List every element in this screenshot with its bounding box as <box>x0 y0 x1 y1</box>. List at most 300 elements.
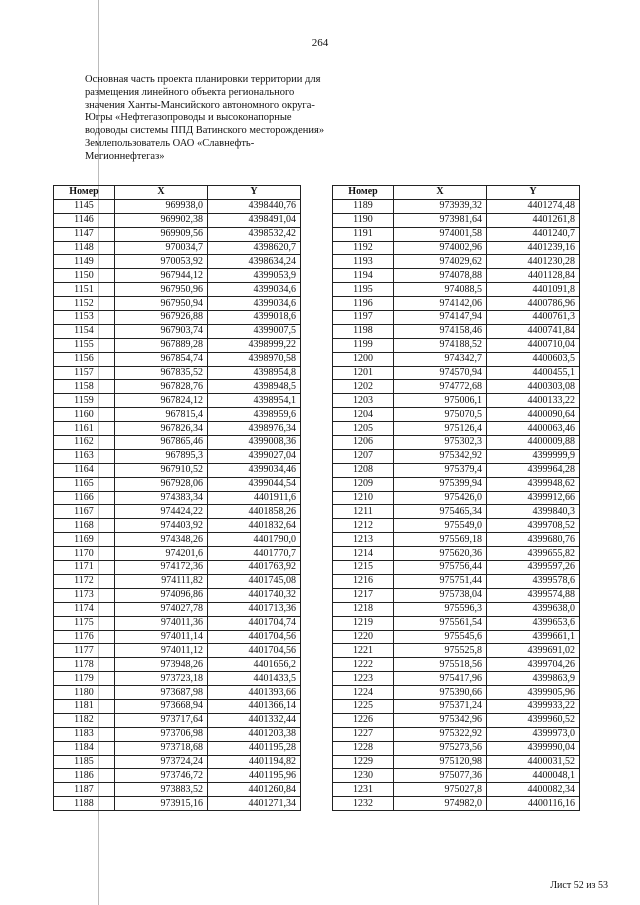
x-coordinate: 974172,36 <box>115 561 208 575</box>
table-row <box>54 199 301 213</box>
table-row <box>333 324 580 338</box>
y-coordinate: 4399999,9 <box>487 449 580 463</box>
y-coordinate: 4401195,96 <box>208 769 301 783</box>
x-coordinate: 975077,36 <box>394 769 487 783</box>
x-coordinate: 974111,82 <box>115 574 208 588</box>
y-coordinate: 4400710,04 <box>487 338 580 352</box>
x-coordinate: 975273,56 <box>394 741 487 755</box>
x-coordinate: 967889,28 <box>115 338 208 352</box>
table-row <box>54 547 301 561</box>
x-coordinate: 975322,92 <box>394 727 487 741</box>
x-coordinate: 975006,1 <box>394 394 487 408</box>
y-coordinate: 4399018,6 <box>208 311 301 325</box>
table-row <box>54 797 301 811</box>
x-coordinate: 974001,58 <box>394 227 487 241</box>
point-number: 1227 <box>333 727 394 741</box>
point-number: 1196 <box>333 297 394 311</box>
x-coordinate: 973718,68 <box>115 741 208 755</box>
table-row <box>54 380 301 394</box>
point-number: 1160 <box>54 408 115 422</box>
point-number: 1179 <box>54 672 115 686</box>
x-coordinate: 974011,36 <box>115 616 208 630</box>
y-coordinate: 4400048,1 <box>487 769 580 783</box>
y-coordinate: 4401790,0 <box>208 533 301 547</box>
x-coordinate: 975120,98 <box>394 755 487 769</box>
table-row <box>333 241 580 255</box>
point-number: 1230 <box>333 769 394 783</box>
y-coordinate: 4401366,14 <box>208 699 301 713</box>
point-number: 1188 <box>54 797 115 811</box>
table-row <box>54 324 301 338</box>
x-coordinate: 973746,72 <box>115 769 208 783</box>
table-row <box>54 366 301 380</box>
point-number: 1153 <box>54 311 115 325</box>
point-number: 1209 <box>333 477 394 491</box>
table-row <box>333 297 580 311</box>
point-number: 1207 <box>333 449 394 463</box>
x-coordinate: 974027,78 <box>115 602 208 616</box>
table-row <box>333 658 580 672</box>
y-coordinate: 4400090,64 <box>487 408 580 422</box>
point-number: 1212 <box>333 519 394 533</box>
point-number: 1186 <box>54 769 115 783</box>
table-row <box>54 602 301 616</box>
point-number: 1217 <box>333 588 394 602</box>
table-row <box>333 672 580 686</box>
y-coordinate: 4398954,8 <box>208 366 301 380</box>
x-coordinate: 975126,4 <box>394 422 487 436</box>
y-coordinate: 4398634,24 <box>208 255 301 269</box>
x-coordinate: 973687,98 <box>115 686 208 700</box>
point-number: 1215 <box>333 561 394 575</box>
y-coordinate: 4400063,46 <box>487 422 580 436</box>
y-coordinate: 4401704,56 <box>208 644 301 658</box>
y-coordinate: 4399008,36 <box>208 436 301 450</box>
table-row <box>54 505 301 519</box>
point-number: 1228 <box>333 741 394 755</box>
x-coordinate: 974348,26 <box>115 533 208 547</box>
table-row <box>333 436 580 450</box>
y-coordinate: 4401239,16 <box>487 241 580 255</box>
table-row <box>333 449 580 463</box>
y-coordinate: 4401240,7 <box>487 227 580 241</box>
table-row <box>333 352 580 366</box>
point-number: 1216 <box>333 574 394 588</box>
y-coordinate: 4401704,74 <box>208 616 301 630</box>
y-coordinate: 4399863,9 <box>487 672 580 686</box>
x-coordinate: 967815,4 <box>115 408 208 422</box>
header-x: X <box>394 186 487 200</box>
y-coordinate: 4400082,34 <box>487 783 580 797</box>
point-number: 1203 <box>333 394 394 408</box>
table-row <box>333 255 580 269</box>
y-coordinate: 4401393,66 <box>208 686 301 700</box>
point-number: 1201 <box>333 366 394 380</box>
y-coordinate: 4401261,8 <box>487 213 580 227</box>
y-coordinate: 4399007,5 <box>208 324 301 338</box>
point-number: 1155 <box>54 338 115 352</box>
x-coordinate: 975379,4 <box>394 463 487 477</box>
y-coordinate: 4399574,88 <box>487 588 580 602</box>
point-number: 1147 <box>54 227 115 241</box>
x-coordinate: 974011,14 <box>115 630 208 644</box>
point-number: 1204 <box>333 408 394 422</box>
x-coordinate: 967828,76 <box>115 380 208 394</box>
x-coordinate: 975342,92 <box>394 449 487 463</box>
y-coordinate: 4398440,76 <box>208 199 301 213</box>
y-coordinate: 4399912,66 <box>487 491 580 505</box>
y-coordinate: 4401274,48 <box>487 199 580 213</box>
table-row <box>333 769 580 783</box>
y-coordinate: 4400116,16 <box>487 797 580 811</box>
point-number: 1180 <box>54 686 115 700</box>
x-coordinate: 969938,0 <box>115 199 208 213</box>
x-coordinate: 974424,22 <box>115 505 208 519</box>
point-number: 1220 <box>333 630 394 644</box>
y-coordinate: 4399578,6 <box>487 574 580 588</box>
y-coordinate: 4399691,02 <box>487 644 580 658</box>
point-number: 1159 <box>54 394 115 408</box>
table-row <box>333 463 580 477</box>
point-number: 1149 <box>54 255 115 269</box>
y-coordinate: 4401740,32 <box>208 588 301 602</box>
y-coordinate: 4398620,7 <box>208 241 301 255</box>
table-header-row <box>54 186 301 200</box>
table-row <box>333 616 580 630</box>
heading-line: Югры «Нефтегазопроводы и высоконапорные <box>85 112 292 124</box>
point-number: 1219 <box>333 616 394 630</box>
x-coordinate: 973723,18 <box>115 672 208 686</box>
y-coordinate: 4398999,22 <box>208 338 301 352</box>
y-coordinate: 4400031,52 <box>487 755 580 769</box>
point-number: 1218 <box>333 602 394 616</box>
x-coordinate: 974011,12 <box>115 644 208 658</box>
y-coordinate: 4399034,6 <box>208 283 301 297</box>
heading-line: Мегионнефтегаз» <box>85 150 165 162</box>
y-coordinate: 4399661,1 <box>487 630 580 644</box>
y-coordinate: 4400009,88 <box>487 436 580 450</box>
point-number: 1206 <box>333 436 394 450</box>
point-number: 1157 <box>54 366 115 380</box>
y-coordinate: 4400741,84 <box>487 324 580 338</box>
point-number: 1224 <box>333 686 394 700</box>
point-number: 1198 <box>333 324 394 338</box>
y-coordinate: 4399680,76 <box>487 533 580 547</box>
x-coordinate: 974570,94 <box>394 366 487 380</box>
y-coordinate: 4401271,34 <box>208 797 301 811</box>
point-number: 1222 <box>333 658 394 672</box>
x-coordinate: 967950,96 <box>115 283 208 297</box>
table-row <box>333 713 580 727</box>
table-row <box>54 477 301 491</box>
point-number: 1181 <box>54 699 115 713</box>
table-row <box>54 519 301 533</box>
x-coordinate: 974201,6 <box>115 547 208 561</box>
y-coordinate: 4401203,38 <box>208 727 301 741</box>
x-coordinate: 973939,32 <box>394 199 487 213</box>
table-row <box>54 630 301 644</box>
y-coordinate: 4401656,2 <box>208 658 301 672</box>
point-number: 1166 <box>54 491 115 505</box>
point-number: 1225 <box>333 699 394 713</box>
y-coordinate: 4401128,84 <box>487 269 580 283</box>
y-coordinate: 4400455,1 <box>487 366 580 380</box>
point-number: 1151 <box>54 283 115 297</box>
point-number: 1231 <box>333 783 394 797</box>
point-number: 1202 <box>333 380 394 394</box>
table-row <box>54 769 301 783</box>
point-number: 1195 <box>333 283 394 297</box>
point-number: 1229 <box>333 755 394 769</box>
table-row <box>54 311 301 325</box>
point-number: 1178 <box>54 658 115 672</box>
x-coordinate: 967926,88 <box>115 311 208 325</box>
sheet-counter: Лист 52 из 53 <box>550 880 608 891</box>
header-number: Номер <box>333 186 394 200</box>
x-coordinate: 975518,56 <box>394 658 487 672</box>
y-coordinate: 4399034,46 <box>208 463 301 477</box>
table-row <box>54 338 301 352</box>
heading-line: значения Ханты-Мансийского автономного округа- <box>85 99 315 111</box>
point-number: 1162 <box>54 436 115 450</box>
table-row <box>333 561 580 575</box>
header-x: X <box>115 186 208 200</box>
x-coordinate: 975738,04 <box>394 588 487 602</box>
point-number: 1191 <box>333 227 394 241</box>
point-number: 1214 <box>333 547 394 561</box>
y-coordinate: 4399840,3 <box>487 505 580 519</box>
table-row <box>54 699 301 713</box>
point-number: 1177 <box>54 644 115 658</box>
x-coordinate: 974142,06 <box>394 297 487 311</box>
table-row <box>333 366 580 380</box>
x-coordinate: 975465,34 <box>394 505 487 519</box>
table-row <box>333 519 580 533</box>
x-coordinate: 974403,92 <box>115 519 208 533</box>
y-coordinate: 4401713,36 <box>208 602 301 616</box>
table-row <box>333 686 580 700</box>
point-number: 1199 <box>333 338 394 352</box>
x-coordinate: 967824,12 <box>115 394 208 408</box>
table-row <box>54 408 301 422</box>
y-coordinate: 4400761,3 <box>487 311 580 325</box>
point-number: 1150 <box>54 269 115 283</box>
point-number: 1182 <box>54 713 115 727</box>
y-coordinate: 4401194,82 <box>208 755 301 769</box>
y-coordinate: 4400786,96 <box>487 297 580 311</box>
point-number: 1176 <box>54 630 115 644</box>
y-coordinate: 4400133,22 <box>487 394 580 408</box>
coordinates-table-right <box>332 185 580 811</box>
point-number: 1210 <box>333 491 394 505</box>
x-coordinate: 967826,34 <box>115 422 208 436</box>
table-row <box>333 394 580 408</box>
x-coordinate: 974383,34 <box>115 491 208 505</box>
table-row <box>54 227 301 241</box>
table-row <box>333 727 580 741</box>
heading-line: водоводы системы ППД Ватинского месторождения» <box>85 125 325 137</box>
y-coordinate: 4398954,1 <box>208 394 301 408</box>
table-row <box>54 644 301 658</box>
table-row <box>54 394 301 408</box>
table-row <box>54 755 301 769</box>
point-number: 1163 <box>54 449 115 463</box>
x-coordinate: 967895,3 <box>115 449 208 463</box>
table-row <box>54 686 301 700</box>
point-number: 1223 <box>333 672 394 686</box>
table-row <box>333 408 580 422</box>
x-coordinate: 975620,36 <box>394 547 487 561</box>
point-number: 1193 <box>333 255 394 269</box>
y-coordinate: 4401770,7 <box>208 547 301 561</box>
point-number: 1232 <box>333 797 394 811</box>
table-row <box>54 283 301 297</box>
table-row <box>54 449 301 463</box>
table-row <box>333 338 580 352</box>
x-coordinate: 975596,3 <box>394 602 487 616</box>
point-number: 1145 <box>54 199 115 213</box>
y-coordinate: 4399990,04 <box>487 741 580 755</box>
table-row <box>54 255 301 269</box>
x-coordinate: 974088,5 <box>394 283 487 297</box>
y-coordinate: 4399960,52 <box>487 713 580 727</box>
x-coordinate: 973981,64 <box>394 213 487 227</box>
x-coordinate: 974147,94 <box>394 311 487 325</box>
table-row <box>333 741 580 755</box>
y-coordinate: 4399704,26 <box>487 658 580 672</box>
y-coordinate: 4399655,82 <box>487 547 580 561</box>
point-number: 1184 <box>54 741 115 755</box>
x-coordinate: 975751,44 <box>394 574 487 588</box>
table-row <box>54 741 301 755</box>
y-coordinate: 4401911,6 <box>208 491 301 505</box>
y-coordinate: 4399027,04 <box>208 449 301 463</box>
x-coordinate: 973915,16 <box>115 797 208 811</box>
x-coordinate: 975545,6 <box>394 630 487 644</box>
x-coordinate: 967950,94 <box>115 297 208 311</box>
table-row <box>54 783 301 797</box>
table-row <box>54 422 301 436</box>
point-number: 1187 <box>54 783 115 797</box>
point-number: 1208 <box>333 463 394 477</box>
heading-line: размещения линейного объекта регионального <box>85 86 295 98</box>
heading-line: Основная часть проекта планировки территории для <box>85 74 321 85</box>
table-row <box>54 436 301 450</box>
table-row <box>333 199 580 213</box>
table-row <box>54 241 301 255</box>
y-coordinate: 4401745,08 <box>208 574 301 588</box>
y-coordinate: 4401195,28 <box>208 741 301 755</box>
x-coordinate: 974029,62 <box>394 255 487 269</box>
x-coordinate: 973883,52 <box>115 783 208 797</box>
point-number: 1167 <box>54 505 115 519</box>
x-coordinate: 967903,74 <box>115 324 208 338</box>
y-coordinate: 4398976,34 <box>208 422 301 436</box>
table-row <box>54 463 301 477</box>
x-coordinate: 975417,96 <box>394 672 487 686</box>
x-coordinate: 975342,96 <box>394 713 487 727</box>
table-row <box>333 547 580 561</box>
x-coordinate: 973724,24 <box>115 755 208 769</box>
x-coordinate: 974002,96 <box>394 241 487 255</box>
point-number: 1200 <box>333 352 394 366</box>
x-coordinate: 973717,64 <box>115 713 208 727</box>
x-coordinate: 975390,66 <box>394 686 487 700</box>
table-row <box>54 491 301 505</box>
table-row <box>54 533 301 547</box>
x-coordinate: 974188,52 <box>394 338 487 352</box>
table-row <box>54 297 301 311</box>
point-number: 1189 <box>333 199 394 213</box>
point-number: 1183 <box>54 727 115 741</box>
y-coordinate: 4399638,0 <box>487 602 580 616</box>
x-coordinate: 974772,68 <box>394 380 487 394</box>
table-row <box>333 783 580 797</box>
x-coordinate: 974158,46 <box>394 324 487 338</box>
y-coordinate: 4401091,8 <box>487 283 580 297</box>
point-number: 1192 <box>333 241 394 255</box>
point-number: 1175 <box>54 616 115 630</box>
x-coordinate: 975561,54 <box>394 616 487 630</box>
x-coordinate: 974096,86 <box>115 588 208 602</box>
y-coordinate: 4400603,5 <box>487 352 580 366</box>
table-row <box>54 727 301 741</box>
point-number: 1213 <box>333 533 394 547</box>
table-row <box>54 672 301 686</box>
table-row <box>54 658 301 672</box>
y-coordinate: 4399973,0 <box>487 727 580 741</box>
point-number: 1205 <box>333 422 394 436</box>
x-coordinate: 975549,0 <box>394 519 487 533</box>
table-row <box>333 588 580 602</box>
point-number: 1172 <box>54 574 115 588</box>
y-coordinate: 4399964,28 <box>487 463 580 477</box>
y-coordinate: 4398959,6 <box>208 408 301 422</box>
header-y: Y <box>487 186 580 200</box>
x-coordinate: 975525,8 <box>394 644 487 658</box>
point-number: 1190 <box>333 213 394 227</box>
point-number: 1161 <box>54 422 115 436</box>
y-coordinate: 4401704,56 <box>208 630 301 644</box>
coordinates-table-left <box>53 185 301 811</box>
table-row <box>54 588 301 602</box>
table-row <box>54 269 301 283</box>
y-coordinate: 4399653,6 <box>487 616 580 630</box>
x-coordinate: 975756,44 <box>394 561 487 575</box>
table-row <box>54 213 301 227</box>
x-coordinate: 975569,18 <box>394 533 487 547</box>
x-coordinate: 970053,92 <box>115 255 208 269</box>
point-number: 1164 <box>54 463 115 477</box>
y-coordinate: 4399053,9 <box>208 269 301 283</box>
point-number: 1194 <box>333 269 394 283</box>
header-y: Y <box>208 186 301 200</box>
heading-line: Землепользователь ОАО «Славнефть- <box>85 137 255 149</box>
point-number: 1154 <box>54 324 115 338</box>
x-coordinate: 967944,12 <box>115 269 208 283</box>
point-number: 1146 <box>54 213 115 227</box>
x-coordinate: 967835,52 <box>115 366 208 380</box>
x-coordinate: 975371,24 <box>394 699 487 713</box>
y-coordinate: 4401433,5 <box>208 672 301 686</box>
table-row <box>54 616 301 630</box>
point-number: 1171 <box>54 561 115 575</box>
table-row <box>333 533 580 547</box>
table-row <box>333 227 580 241</box>
table-row <box>333 644 580 658</box>
point-number: 1185 <box>54 755 115 769</box>
table-row <box>333 283 580 297</box>
